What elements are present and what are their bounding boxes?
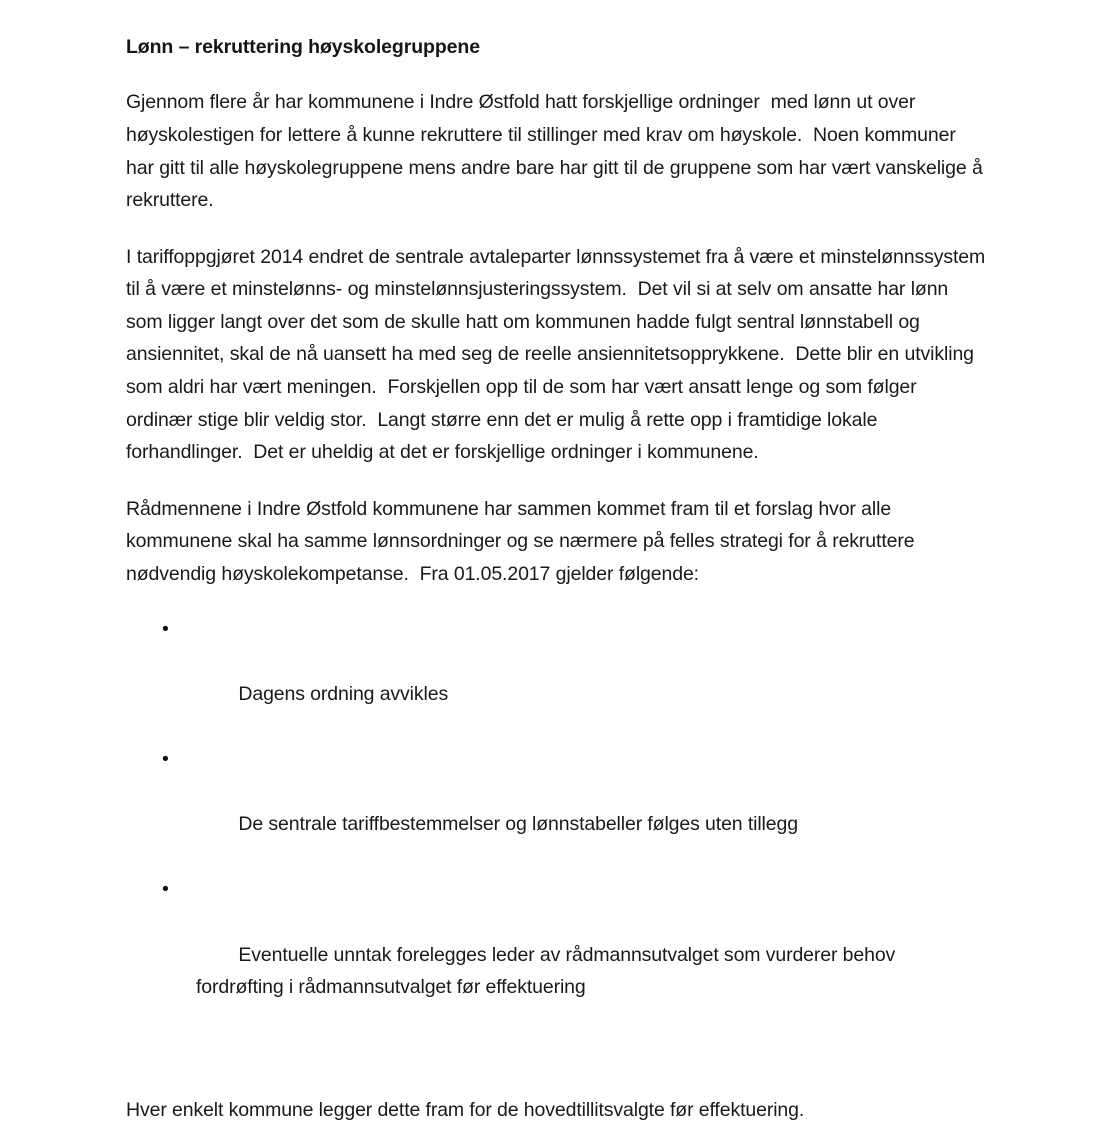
paragraph-closing: Hver enkelt kommune legger dette fram for de hovedtillitsvalgte før effektuering.	[126, 1099, 805, 1122]
list-item-label: Eventuelle unntak forelegges leder av rådmannsutvalget som vurderer behov fordrøfting i rådmannsutvalget før effektuering	[196, 943, 901, 999]
document-title: Lønn – rekruttering høyskolegruppene	[126, 36, 480, 58]
proposal-bullet-list	[126, 613, 988, 1037]
bullet-icon: •	[162, 878, 169, 901]
section-spacer	[126, 1036, 988, 1094]
list-item	[126, 613, 988, 743]
paragraph-background: Gjennom flere år har kommunene i Indre Østfold hatt forskjellige ordninger med lønn ut over høyskolestigen for lettere å kunne rekruttere til stillinger med krav om høyskole. Noen kommuner har gitt til alle høyskolegruppene mens andre bare har gitt til de gruppene som har vært vanskelige å rekruttere.	[126, 91, 989, 212]
list-item-label: Dagens ordning avvikles	[238, 682, 449, 705]
paragraph-proposal-intro: Rådmennene i Indre Østfold kommunene har sammen kommet fram til et forslag hvor alle kommunene skal ha samme lønnsordninger og se nærmere på felles strategi for å rekruttere nødvendig høyskolekompetanse. Fra 01.05.2017 gjelder følgende:	[126, 497, 920, 586]
bullet-icon: •	[162, 617, 169, 640]
list-item-label: De sentrale tariffbestemmelser og lønnstabeller følges uten tillegg	[238, 813, 798, 836]
list-item	[126, 743, 988, 873]
list-item	[126, 873, 988, 1036]
paragraph-tariff-settlement: I tariffoppgjøret 2014 endret de sentrale avtaleparter lønnssystemet fra å være et minstelønnssystem til å være et minstelønns- og minstelønnsjusteringssystem. Det vil si at selv om ansatte har lønn som ligger langt over det som de skulle hatt om kommunen hadde fulgt sentral lønnstabell og ansiennitet, skal de nå uansett ha med seg de reelle ansiennitetsopprykkene. Dette blir en utvikling som aldri har vært meningen. Forskjellen opp til de som har vært ansatt lenge og som følger ordinær stige blir veldig stor. Langt større enn det er mulig å rette opp i framtidige lokale forhandlinger. Det er uheldig at det er forskjellige ordninger i kommunene.	[126, 245, 991, 464]
document-body	[126, 34, 991, 1127]
bullet-icon: •	[162, 748, 169, 770]
